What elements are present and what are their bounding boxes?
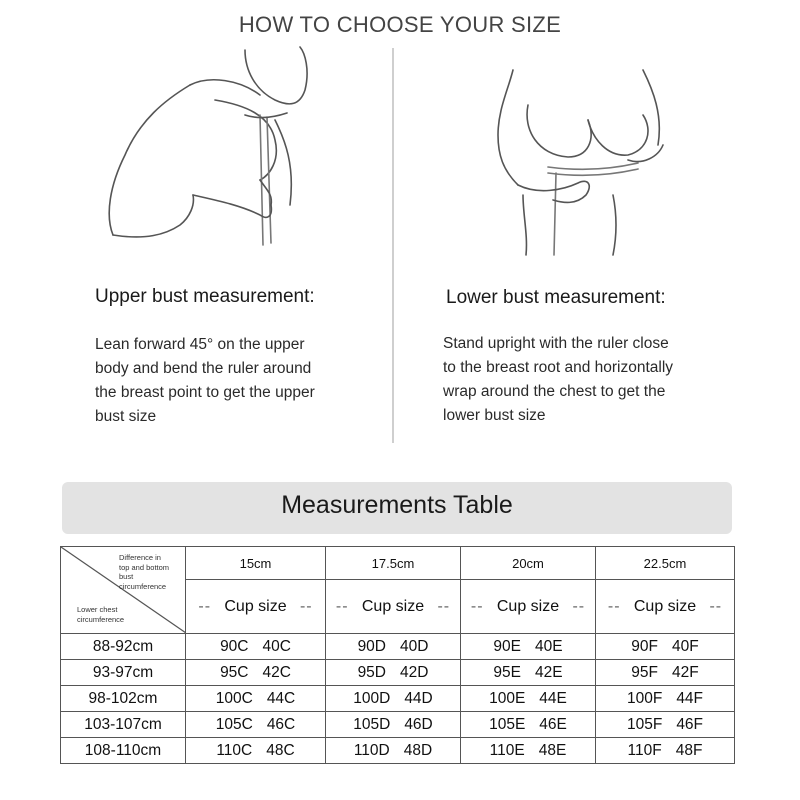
table-row (61, 634, 735, 660)
table-title-band (62, 482, 732, 534)
upper-bust-line: the breast point to get the upper (95, 384, 315, 401)
cup-size-header: -- Cup size -- (326, 580, 461, 634)
cup-size-header: -- Cup size -- (461, 580, 596, 634)
size-us: 100C (215, 689, 253, 707)
size-us: 90D (357, 637, 386, 655)
size-eu: 46C (266, 715, 296, 733)
size-us: 105C (215, 715, 253, 733)
size-eu: 40F (672, 637, 699, 655)
size-eu: 48F (675, 741, 703, 759)
upper-bust-line: bust size (95, 408, 157, 425)
size-us: 90E (493, 637, 521, 655)
lower-chest-range: 98-102cm (61, 686, 186, 712)
size-us: 105E (489, 715, 526, 733)
size-us: 100D (353, 689, 391, 707)
size-cell (596, 738, 735, 764)
size-us: 110E (489, 741, 525, 759)
size-us: 105D (353, 715, 391, 733)
size-eu: 42D (400, 663, 429, 681)
size-cell (596, 712, 735, 738)
size-cell (186, 634, 326, 660)
difference-header: 20cm (461, 547, 596, 580)
size-us: 110D (353, 741, 390, 759)
size-cell (326, 634, 461, 660)
lower-chest-range: 88-92cm (61, 634, 186, 660)
size-eu: 46E (539, 715, 567, 733)
measurements-table (60, 546, 735, 764)
size-eu: 46F (676, 715, 704, 733)
size-us: 100E (489, 689, 526, 707)
size-eu: 44E (539, 689, 567, 707)
size-cell (596, 686, 735, 712)
size-eu: 42F (672, 663, 699, 681)
size-eu: 44D (404, 689, 433, 707)
size-cell (326, 660, 461, 686)
size-cell (186, 738, 326, 764)
upper-bust-description (95, 333, 315, 429)
size-cell (186, 686, 326, 712)
size-eu: 48E (538, 741, 567, 759)
size-cell (596, 634, 735, 660)
page-title: HOW TO CHOOSE YOUR SIZE (238, 12, 562, 37)
upper-bust-heading: Upper bust measurement: (95, 286, 315, 307)
upper-bust-line: body and bend the ruler around (95, 360, 312, 377)
size-us: 90C (220, 637, 249, 655)
size-us: 95C (220, 663, 249, 681)
size-eu: 46D (404, 715, 433, 733)
corner-bottom-label: Lower chest circumference (77, 605, 125, 624)
lower-chest-range: 103-107cm (61, 712, 186, 738)
lower-bust-line: wrap around the chest to get the (443, 383, 666, 400)
size-eu: 40E (535, 637, 563, 655)
lower-bust-line: Stand upright with the ruler close (443, 335, 669, 352)
size-cell (461, 712, 596, 738)
lower-chest-range: 93-97cm (61, 660, 186, 686)
size-eu: 40C (262, 637, 291, 655)
table-row (61, 712, 735, 738)
table-title: Measurements Table (281, 491, 513, 519)
lower-bust-heading: Lower bust measurement: (446, 287, 666, 308)
size-us: 110C (216, 741, 253, 759)
cup-size-header: -- Cup size -- (596, 580, 735, 634)
upper-bust-line: Lean forward 45° on the upper (95, 336, 305, 353)
cup-size-header: -- Cup size -- (186, 580, 326, 634)
size-cell (461, 634, 596, 660)
size-cell (461, 686, 596, 712)
size-us: 95E (493, 663, 521, 681)
table-row (61, 686, 735, 712)
lower-bust-illustration (468, 45, 698, 260)
size-cell (461, 660, 596, 686)
difference-header: 22.5cm (596, 547, 735, 580)
table-corner-cell (61, 547, 186, 634)
upper-bust-illustration (95, 45, 355, 260)
difference-header: 15cm (186, 547, 326, 580)
lower-chest-range: 108-110cm (61, 738, 186, 764)
size-eu: 48D (403, 741, 433, 759)
table-row (61, 738, 735, 764)
size-cell (186, 712, 326, 738)
size-eu: 42E (535, 663, 563, 681)
lower-bust-line: to the breast root and horizontally (443, 359, 674, 376)
size-cell (326, 738, 461, 764)
difference-header: 17.5cm (326, 547, 461, 580)
size-us: 110F (627, 741, 662, 759)
size-eu: 48C (266, 741, 295, 759)
table-row (61, 660, 735, 686)
size-cell (326, 712, 461, 738)
size-cell (596, 660, 735, 686)
size-eu: 44F (676, 689, 704, 707)
size-cell (186, 660, 326, 686)
size-eu: 40D (400, 637, 429, 655)
size-us: 100F (626, 689, 663, 707)
size-us: 90F (631, 637, 658, 655)
size-eu: 44C (266, 689, 296, 707)
size-us: 95D (357, 663, 386, 681)
lower-bust-description (443, 332, 673, 428)
corner-top-label: Difference in top and bottom bust circumference (119, 553, 170, 591)
size-eu: 42C (262, 663, 291, 681)
column-divider (392, 48, 394, 443)
lower-bust-line: lower bust size (443, 407, 546, 424)
size-cell (326, 686, 461, 712)
size-us: 95F (631, 663, 658, 681)
size-us: 105F (626, 715, 663, 733)
size-cell (461, 738, 596, 764)
